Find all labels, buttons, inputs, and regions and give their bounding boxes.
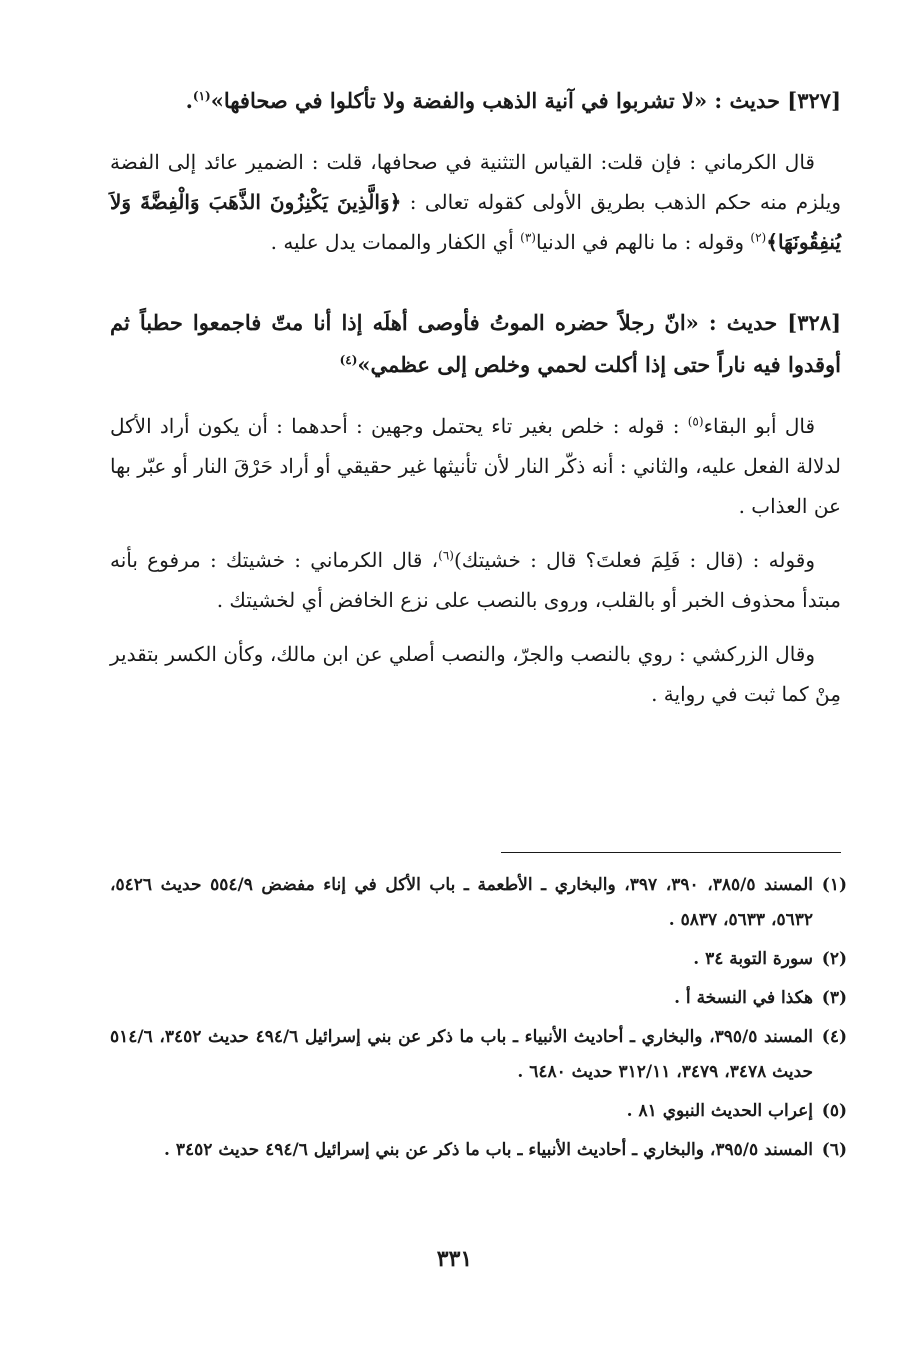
commentary-text: : قوله : خلص بغير تاء يحتمل وجهين : أحدهما : أن يكون أراد الأكل لدلالة الفعل عليه، والثاني : أنه ذكّر النار لأن تأنيثها غير حقيقي أو أراد حَرْقَ النار أو عبّر بها عن العذاب . bbox=[110, 414, 841, 518]
footnote-ref: (١) bbox=[192, 89, 211, 103]
footnote-ref: (٢) bbox=[750, 230, 767, 245]
page-number: ٣٣١ bbox=[436, 1246, 473, 1272]
footnote-6 bbox=[110, 1133, 847, 1168]
hadith-328 bbox=[110, 302, 841, 386]
footnote-number: (٣) bbox=[821, 988, 847, 1008]
footnote-number: (١) bbox=[821, 875, 847, 895]
hadith-intro: حديث : bbox=[714, 88, 780, 113]
hadith-text: «لا تشربوا في آنية الذهب والفضة ولا تأكلوا في صحافها» bbox=[210, 88, 708, 113]
footnote-number: (٥) bbox=[821, 1101, 847, 1121]
footnote-5 bbox=[110, 1094, 847, 1129]
commentary-text: قال أبو البقاء bbox=[703, 414, 815, 438]
commentary-328-zarkashi bbox=[110, 634, 841, 714]
hadith-number: [٣٢٨] bbox=[787, 310, 841, 335]
commentary-text: وقوله : (قال : فَلِمَ فعلتَ؟ قال : خشيتك) bbox=[453, 548, 816, 572]
footnote-number: (٢) bbox=[821, 949, 847, 969]
footnote-1 bbox=[110, 868, 847, 938]
footnote-divider bbox=[501, 852, 841, 853]
footnote-2 bbox=[110, 942, 847, 977]
footnote-text: هكذا في النسخة أ . bbox=[674, 988, 813, 1008]
commentary-328-kirmani bbox=[110, 540, 841, 620]
commentary-328-abu-albaqa bbox=[110, 406, 841, 526]
hadith-intro: حديث : bbox=[708, 310, 778, 335]
commentary-text: قال الكرماني : فإن قلت: القياس التثنية في صحافها، قلت : الضمير عائد إلى الفضة ويلزم منه حكم الذهب بطريق الأولى كقوله تعالى : bbox=[110, 150, 842, 214]
footnote-ref: (٣) bbox=[520, 230, 536, 245]
footnote-4 bbox=[110, 1020, 847, 1090]
main-text bbox=[110, 80, 841, 714]
footnote-text: إعراب الحديث النبوي ٨١ . bbox=[626, 1101, 813, 1121]
footnote-text: سورة التوبة ٣٤ . bbox=[693, 949, 813, 969]
hadith-number: [٣٢٧] bbox=[787, 88, 841, 113]
hadith-end: . bbox=[185, 88, 193, 113]
commentary-text: ، قال الكرماني : خشيتك : مرفوع بأنه مبتدأ محذوف الخبر أو بالقلب، وروى بالنصب على نزع الخافض أي لخشيتك . bbox=[110, 548, 841, 612]
footnote-text: المسند ٣٨٥/٥، ٣٩٠، ٣٩٧، والبخاري ـ الأطعمة ـ باب الأكل في إناء مفضض ٥٥٤/٩ حديث ٥٤٢٦، ٥٦٣٢، ٥٦٣٣، ٥٨٣٧ . bbox=[110, 875, 814, 930]
hadith-327 bbox=[110, 80, 841, 122]
footnote-number: (٦) bbox=[821, 1140, 847, 1160]
footnote-text: المسند ٣٩٥/٥، والبخاري ـ أحاديث الأنبياء ـ باب ما ذكر عن بني إسرائيل ٤٩٤/٦ حديث ٣٤٥٢ . bbox=[164, 1140, 813, 1160]
commentary-text: وقال الزركشي : روي بالنصب والجرّ، والنصب أصلي عن ابن مالك، وكأن الكسر بتقدير مِنْ كما ثبت في رواية . bbox=[110, 642, 841, 706]
hadith-text: «انّ رجلاً حضره الموتُ فأوصى أهلَه إذا أنا متّ فاجمعوا حطباً ثم أوقدوا فيه ناراً حتى إذا أكلت لحمي وخلص إلى عظمي» bbox=[110, 310, 841, 377]
footnote-ref: (٥) bbox=[687, 414, 704, 429]
commentary-327 bbox=[110, 142, 841, 262]
footnote-number: (٤) bbox=[821, 1027, 847, 1047]
footnote-text: المسند ٣٩٥/٥، والبخاري ـ أحاديث الأنبياء ـ باب ما ذكر عن بني إسرائيل ٤٩٤/٦ حديث ٣٤٥٢، ٥١٤/٦ حديث ٣٤٧٨، ٣٤٧٩، ٣١٢/١١ حديث ٦٤٨٠ . bbox=[110, 1027, 813, 1082]
footnote-3 bbox=[110, 981, 847, 1016]
commentary-text: وقوله : ما نالهم في الدنيا bbox=[535, 230, 745, 254]
footnote-ref: (٦) bbox=[438, 548, 454, 563]
commentary-text: أي الكفار والممات يدل عليه . bbox=[270, 230, 514, 254]
quran-verse: ﴿وَالَّذِينَ يَكْنِزُونَ الذَّهَبَ وَالْفِضَّةَ وَلاَ يُنفِقُونَهَا﴾ bbox=[110, 190, 841, 254]
footnote-ref: (٤) bbox=[339, 353, 358, 367]
footnotes bbox=[110, 868, 847, 1172]
